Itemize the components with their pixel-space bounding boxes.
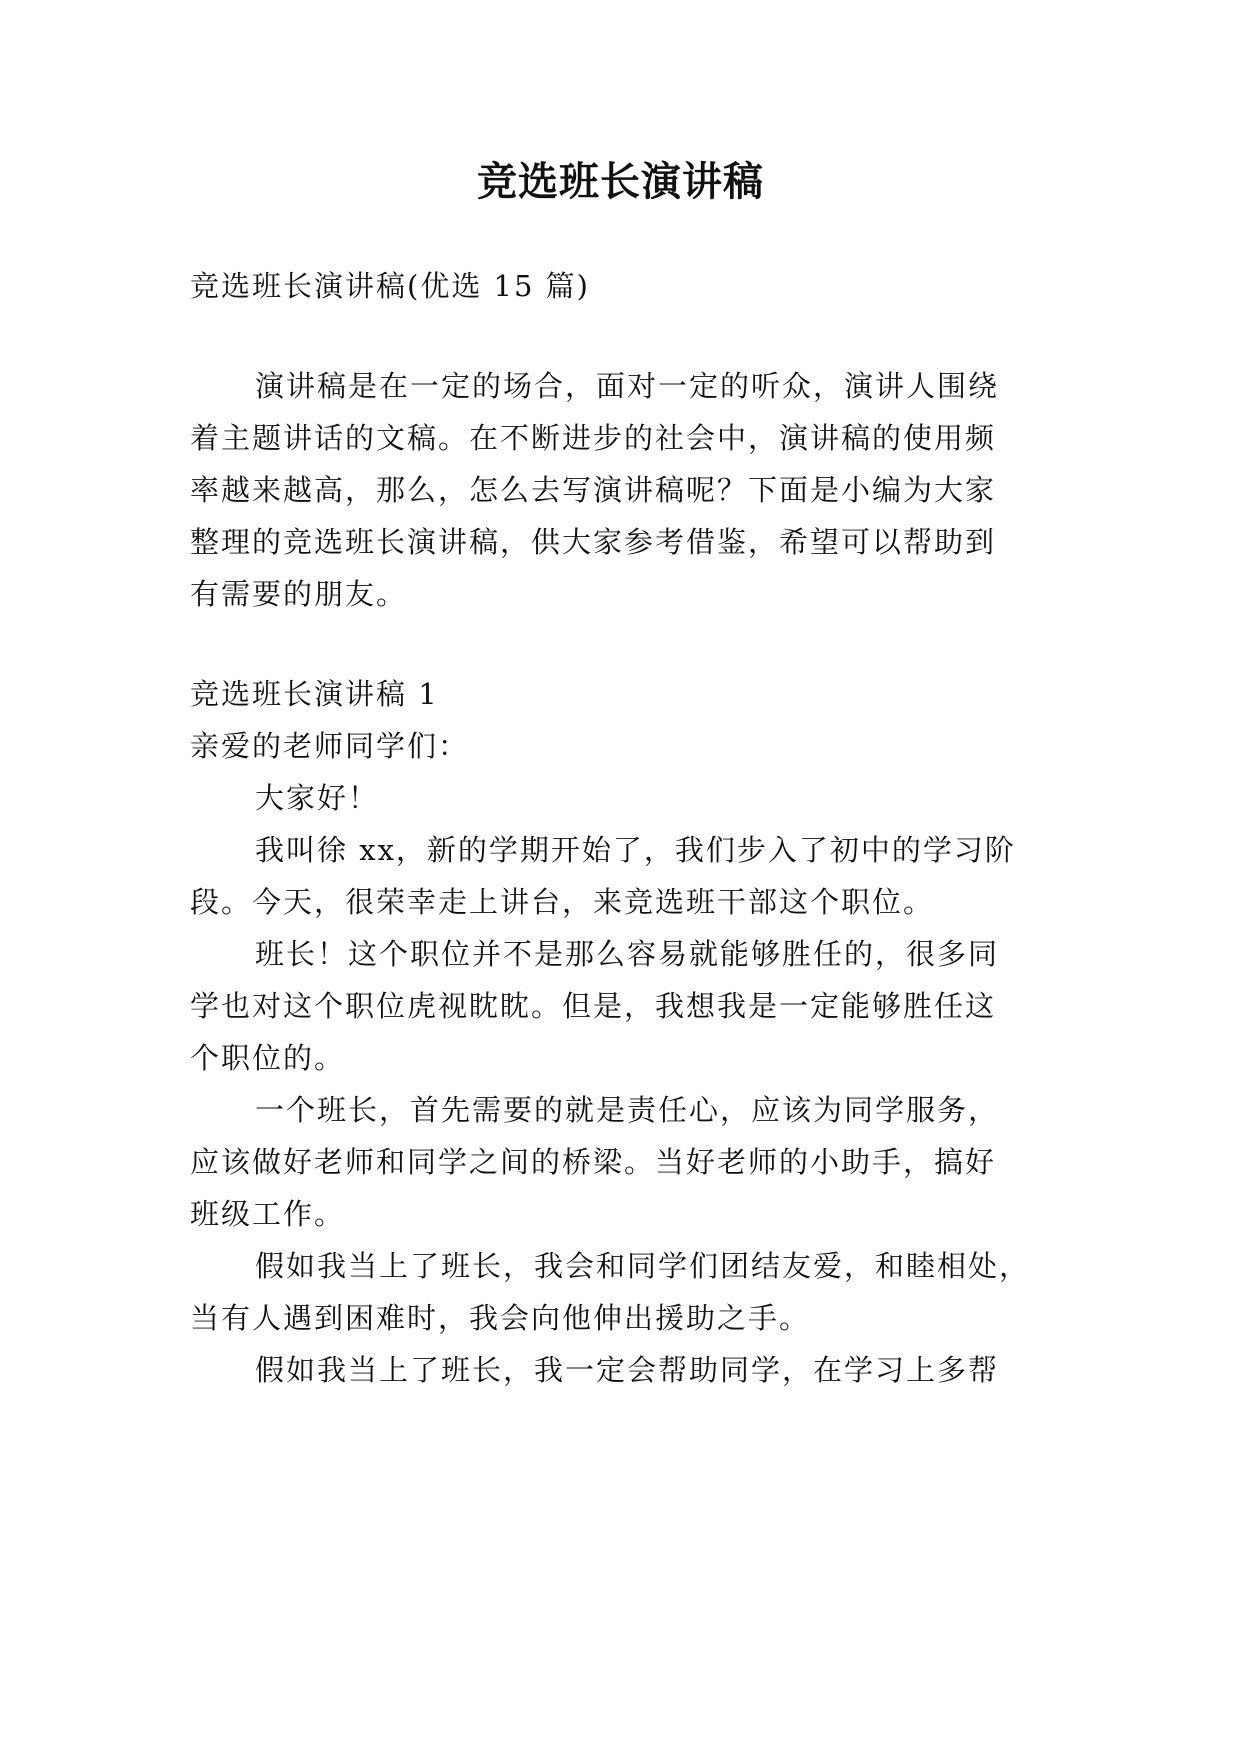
intro-line-1: 演讲稿是在一定的场合，面对一定的听众，演讲人围绕 bbox=[255, 369, 1000, 403]
document-subtitle: 竞选班长演讲稿(优选 15 篇) bbox=[190, 269, 590, 303]
intro-line-5: 有需要的朋友。 bbox=[190, 577, 408, 611]
body-line-10: 当有人遇到困难时，我会向他伸出援助之手。 bbox=[190, 1301, 811, 1335]
intro-line-4: 整理的竞选班长演讲稿，供大家参考借鉴，希望可以帮助到 bbox=[190, 525, 997, 559]
salutation: 亲爱的老师同学们： bbox=[190, 729, 470, 763]
body-line-2: 段。今天，很荣幸走上讲台，来竞选班干部这个职位。 bbox=[190, 885, 935, 919]
body-line-8: 班级工作。 bbox=[190, 1197, 346, 1231]
intro-line-2: 着主题讲话的文稿。在不断进步的社会中，演讲稿的使用频 bbox=[190, 421, 997, 455]
body-line-5: 个职位的。 bbox=[190, 1041, 346, 1075]
greeting: 大家好！ bbox=[255, 781, 380, 815]
intro-line-3: 率越来越高，那么，怎么去写演讲稿呢？下面是小编为大家 bbox=[190, 473, 997, 507]
body-line-3: 班长！这个职位并不是那么容易就能够胜任的，很多同 bbox=[255, 937, 1000, 971]
document-title: 竞选班长演讲稿 bbox=[477, 158, 764, 205]
body-line-4: 学也对这个职位虎视眈眈。但是，我想我是一定能够胜任这 bbox=[190, 989, 997, 1023]
body-line-9: 假如我当上了班长，我会和同学们团结友爱，和睦相处， bbox=[255, 1249, 1031, 1283]
body-line-1: 我叫徐 xx，新的学期开始了，我们步入了初中的学习阶 bbox=[255, 833, 1016, 867]
body-line-6: 一个班长，首先需要的就是责任心，应该为同学服务， bbox=[255, 1093, 1000, 1127]
section-heading: 竞选班长演讲稿 1 bbox=[190, 677, 439, 711]
body-line-7: 应该做好老师和同学之间的桥梁。当好老师的小助手，搞好 bbox=[190, 1145, 997, 1179]
body-line-11: 假如我当上了班长，我一定会帮助同学，在学习上多帮 bbox=[255, 1353, 1000, 1387]
